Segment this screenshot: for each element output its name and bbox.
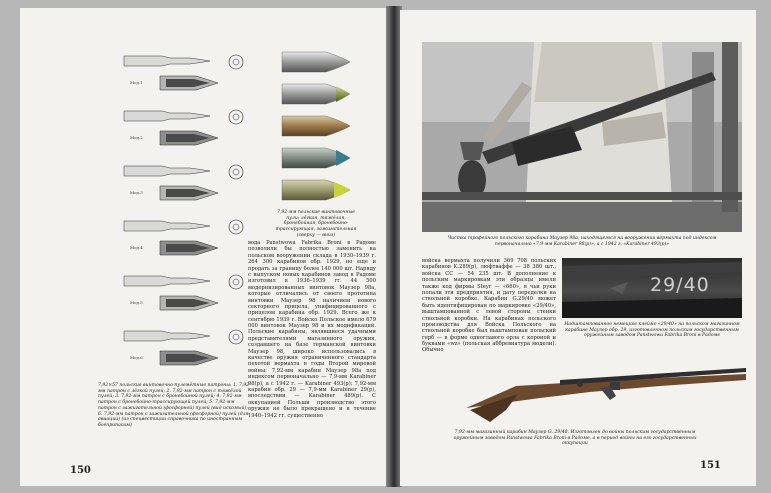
cartridge-shape xyxy=(124,166,210,176)
cartridge-base-emblem xyxy=(229,220,243,234)
left-body-text: вода Panstwowa Fabrika Broni в Радоме позволили бы полностью заменить на польском вооружении склада в 1930–1939 г. 264 300 карабинов обр. 1929, но еще и продать за границу более 140 000 шт. Наряду с выпуском новых карабинов завод в Радоме изготовил в 1936–1939 гг. 44 500 модернизированных винтовок Маузер 98а, которые отличались от своего прототипа винтовки Маузер 98 наличием нового секторного прицела, унифицированного с прицелом карабина обр. 1929. Всего же к сентябрю 1939 г. Войско Польское имело 679 000 винтовок Маузер 98 и их модификаций. Польские карабины, являвшиеся удачными представителями магазинного оружия, создавшего на базе германской винтовки Маузер 98, широко использовались в качестве оружия ограниченного стандарта пехотой вермахта в годы Второй мировой войны: 7,92-мм карабин Маузер 98а под индексом первоначально — 7,9-мм Karabiner 98(p), а с 1942 г. — Karabiner 493(p); 7,92-мм карабин обр. 29 — 7,9-мм Karabiner 29(p), впоследствии — Karabiner 489(p). С оккупацией Польши производство этого оружия не было прекращено и в течение 1940–1942 гг. существенно xyxy=(248,240,376,419)
cartridge-shape xyxy=(124,56,210,66)
cartridge-base-emblem xyxy=(229,165,243,179)
cartridge-row xyxy=(124,330,243,365)
right-body-text: войска вермахта получили 369 708 польских карабинов K.289(p), люфтваффе — 38 380 шт., войска СС — 54 235 шт. В дополнение к польским маркировкам эти образцы имели также код фирмы Steyr — «660», в чьи руки попали эти предприятия, и дату переделки на ствольной коробке. Карабин G.29/40 может быть идентифицирован по маркировке «29/40», выштампованной с левой стороны стенки ствольной коробки. На карабинах польского производства для Войска Польского на ствольной коробке был выштампован польский герб — в форме одноглавого орла с короной и буквами «wz» (польская аббревиатура модели). Обычно xyxy=(422,258,556,354)
mauser-g2940-rifle-photo xyxy=(460,350,746,428)
right-page-number: 151 xyxy=(700,460,721,471)
left-page-number: 150 xyxy=(70,465,91,476)
cartridge-base-emblem xyxy=(229,275,243,289)
bullet-heavy xyxy=(282,84,350,104)
right-page xyxy=(400,10,756,486)
bullets-caption: 7,92-мм польские винтовочные пули: лёгкая, тяжёлая, бронебойная, бронебойно-трассирующая, зажигательная (сверху — вниз) xyxy=(275,210,357,238)
cartridge-label: Мод.1 xyxy=(130,80,143,85)
top-photo-caption: Чистка трофейного польского карабина Маузер 98а, находящегося на вооружении вермахта под индексом первоначально «7,9-мм Karabiner 98(p)», а с 1942 г. «Karabiner 493(p)» xyxy=(447,236,717,247)
cartridge-label: Мод.5 xyxy=(130,300,143,305)
cartridge-base-emblem xyxy=(229,55,243,69)
bullets-photo xyxy=(278,46,352,208)
receiver-mark-text: 29/40 xyxy=(650,274,710,296)
cartridge-row xyxy=(124,110,243,145)
cartridge-shape xyxy=(124,221,210,231)
cartridge-plate xyxy=(100,46,250,381)
cartridge-label: Мод.2 xyxy=(130,135,143,140)
cartridge-shape xyxy=(124,331,210,341)
bullet-ap-tracer xyxy=(282,148,350,168)
cartridge-base-emblem xyxy=(229,330,243,344)
receiver-caption: Надштампованное немецкое клеймо «29/40» на польском магазинном карабине Маузер обр. 29, изготовленном польским государственным оружейным заводом Panstwowa Fabrika Broni в Радоме xyxy=(564,322,740,339)
cartridge-label: Мод.6 xyxy=(130,355,143,360)
bullet-armor-piercing xyxy=(282,116,350,136)
soldier-cleaning-rifle-photo xyxy=(422,42,742,232)
bullet-light xyxy=(282,52,350,72)
cartridge-shape xyxy=(124,111,210,121)
rifle-caption: 7,92-мм магазинный карабин Маузер G. 29/40. Изготовлен до войны польским государственным оружейным заводом Panstwowa Fabrika Broni в Радоме, а в период войны на его государственных оккупации xyxy=(453,430,697,447)
cartridge-label: Мод.4 xyxy=(130,245,143,250)
cartridge-shape xyxy=(124,276,210,286)
cartridge-row xyxy=(124,220,243,255)
bullet-incendiary xyxy=(282,180,350,200)
cartridge-row xyxy=(124,275,243,310)
cartridge-label: Мод.3 xyxy=(130,190,143,195)
cartridge-row xyxy=(124,165,243,200)
plate-caption: 7,92×57 польские винтовочно-пулемётные патроны: 1. 7,92-мм патрон с лёгкой пулей; 2. 7,92-мм патрон с тяжёлой пулей; 3. 7,92-мм патрон с бронебойной пулей; 4. 7,92-мм патрон с бронебойно-трассирующей пулей; 5. 7,92-мм патрон с зажигательной (фосфорной) пулей (вид искомый); 6. 7,92-мм патрон с зажигательной (фосфорной) пулей (для авиации) (из спецвестиции справочника по иностранным боеприпасам) xyxy=(98,383,251,429)
left-page xyxy=(20,8,388,486)
cartridge-base-emblem xyxy=(229,110,243,124)
cartridge-row xyxy=(124,55,243,90)
receiver-marking-photo xyxy=(562,258,742,318)
